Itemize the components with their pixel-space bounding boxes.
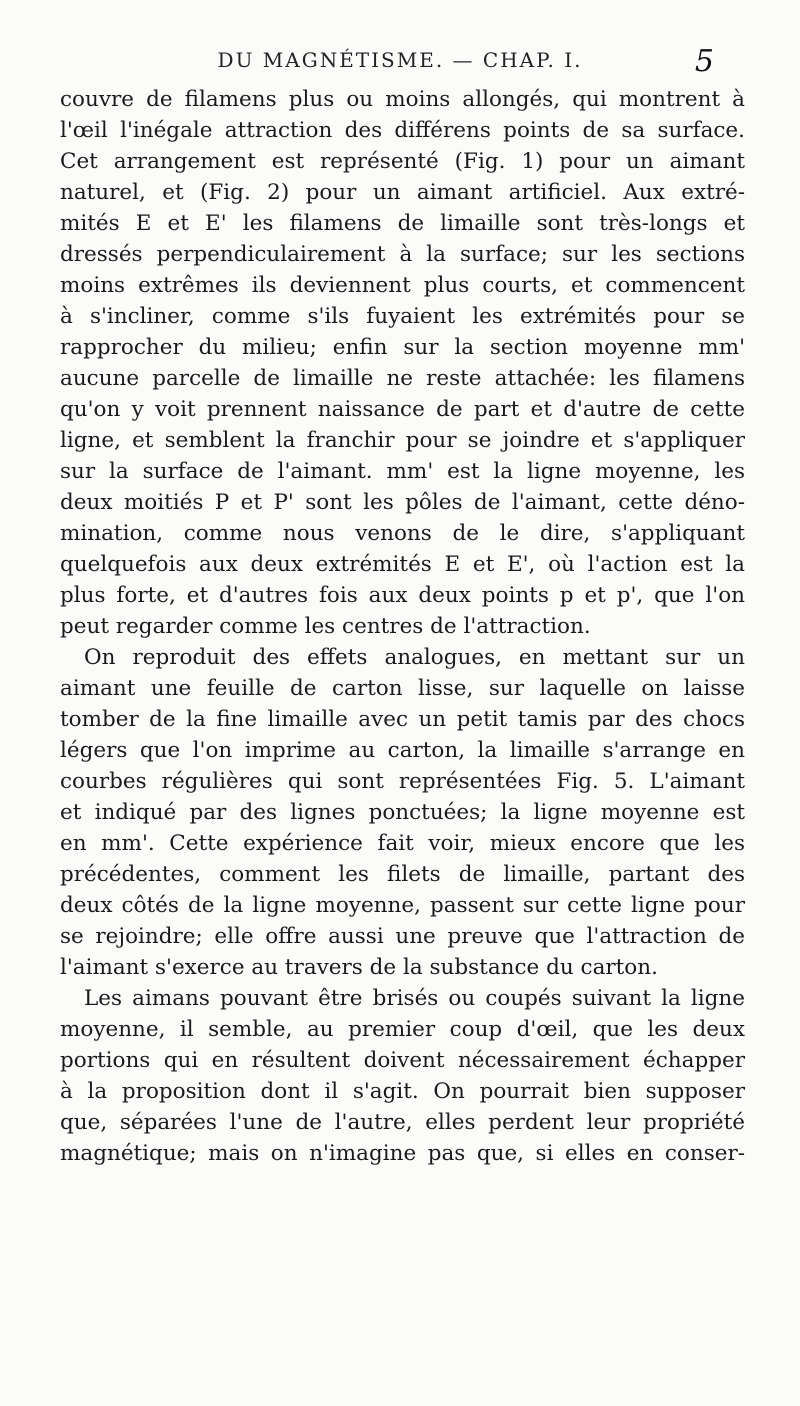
- text-line: sur la surface de l'aimant. mm' est la ligne moyenne, les: [60, 459, 745, 484]
- body-text: [60, 84, 745, 1169]
- text-line: peut regarder comme les centres de l'attraction.: [60, 614, 591, 639]
- text-line: ligne, et semblent la franchir pour se joindre et s'appliquer: [60, 428, 745, 453]
- text-line: l'œil l'inégale attraction des différens points de sa surface.: [60, 118, 745, 143]
- running-title: DU MAGNÉTISME. — CHAP. I.: [217, 48, 583, 72]
- text-line: en mm'. Cette expérience fait voir, mieux encore que les: [60, 831, 745, 856]
- text-line: qu'on y voit prennent naissance de part et d'autre de cette: [60, 397, 745, 422]
- text-line: portions qui en résultent doivent nécessairement échapper: [60, 1048, 745, 1073]
- text-line: aucune parcelle de limaille ne reste attachée: les filamens: [60, 366, 745, 391]
- text-line: tomber de la fine limaille avec un petit tamis par des chocs: [60, 707, 745, 732]
- text-line: dressés perpendiculairement à la surface; sur les sections: [60, 242, 745, 267]
- text-line: aimant une feuille de carton lisse, sur laquelle on laisse: [60, 676, 745, 701]
- text-line: précédentes, comment les filets de limaille, partant des: [60, 862, 745, 887]
- text-line: à la proposition dont il s'agit. On pourrait bien supposer: [60, 1079, 745, 1104]
- text-line: Cet arrangement est représenté (Fig. 1) pour un aimant: [60, 149, 745, 174]
- text-line: mités E et E' les filamens de limaille sont très-longs et: [60, 211, 745, 236]
- text-line: l'aimant s'exerce au travers de la substance du carton.: [60, 955, 658, 980]
- text-line: magnétique; mais on n'imagine pas que, si elles en conser-: [60, 1141, 745, 1166]
- text-line: et indiqué par des lignes ponctuées; la ligne moyenne est: [60, 800, 745, 825]
- text-line: légers que l'on imprime au carton, la limaille s'arrange en: [60, 738, 745, 763]
- text-line: moins extrêmes ils deviennent plus courts, et commencent: [60, 273, 745, 298]
- page-number: 5: [694, 44, 714, 79]
- text-line: quelquefois aux deux extrémités E et E', où l'action est la: [60, 552, 745, 577]
- text-line: moyenne, il semble, au premier coup d'œil, que les deux: [60, 1017, 745, 1042]
- text-line: naturel, et (Fig. 2) pour un aimant artificiel. Aux extré-: [60, 180, 745, 205]
- text-line: se rejoindre; elle offre aussi une preuve que l'attraction de: [60, 924, 745, 949]
- text-line: Les aimans pouvant être brisés ou coupés suivant la ligne: [84, 986, 745, 1011]
- text-line: rapprocher du milieu; enfin sur la section moyenne mm': [60, 335, 745, 360]
- text-line: couvre de filamens plus ou moins allongés, qui montrent à: [60, 87, 745, 112]
- text-line: plus forte, et d'autres fois aux deux points p et p', que l'on: [60, 583, 745, 608]
- text-line: à s'incliner, comme s'ils fuyaient les extrémités pour se: [60, 304, 745, 329]
- text-line: deux moitiés P et P' sont les pôles de l'aimant, cette déno-: [60, 490, 745, 515]
- running-head: [60, 40, 740, 80]
- text-line: mination, comme nous venons de le dire, s'appliquant: [60, 521, 745, 546]
- text-line: On reproduit des effets analogues, en mettant sur un: [84, 645, 745, 670]
- text-line: courbes régulières qui sont représentées Fig. 5. L'aimant: [60, 769, 745, 794]
- text-line: deux côtés de la ligne moyenne, passent sur cette ligne pour: [60, 893, 745, 918]
- text-line: que, séparées l'une de l'autre, elles perdent leur propriété: [60, 1110, 745, 1135]
